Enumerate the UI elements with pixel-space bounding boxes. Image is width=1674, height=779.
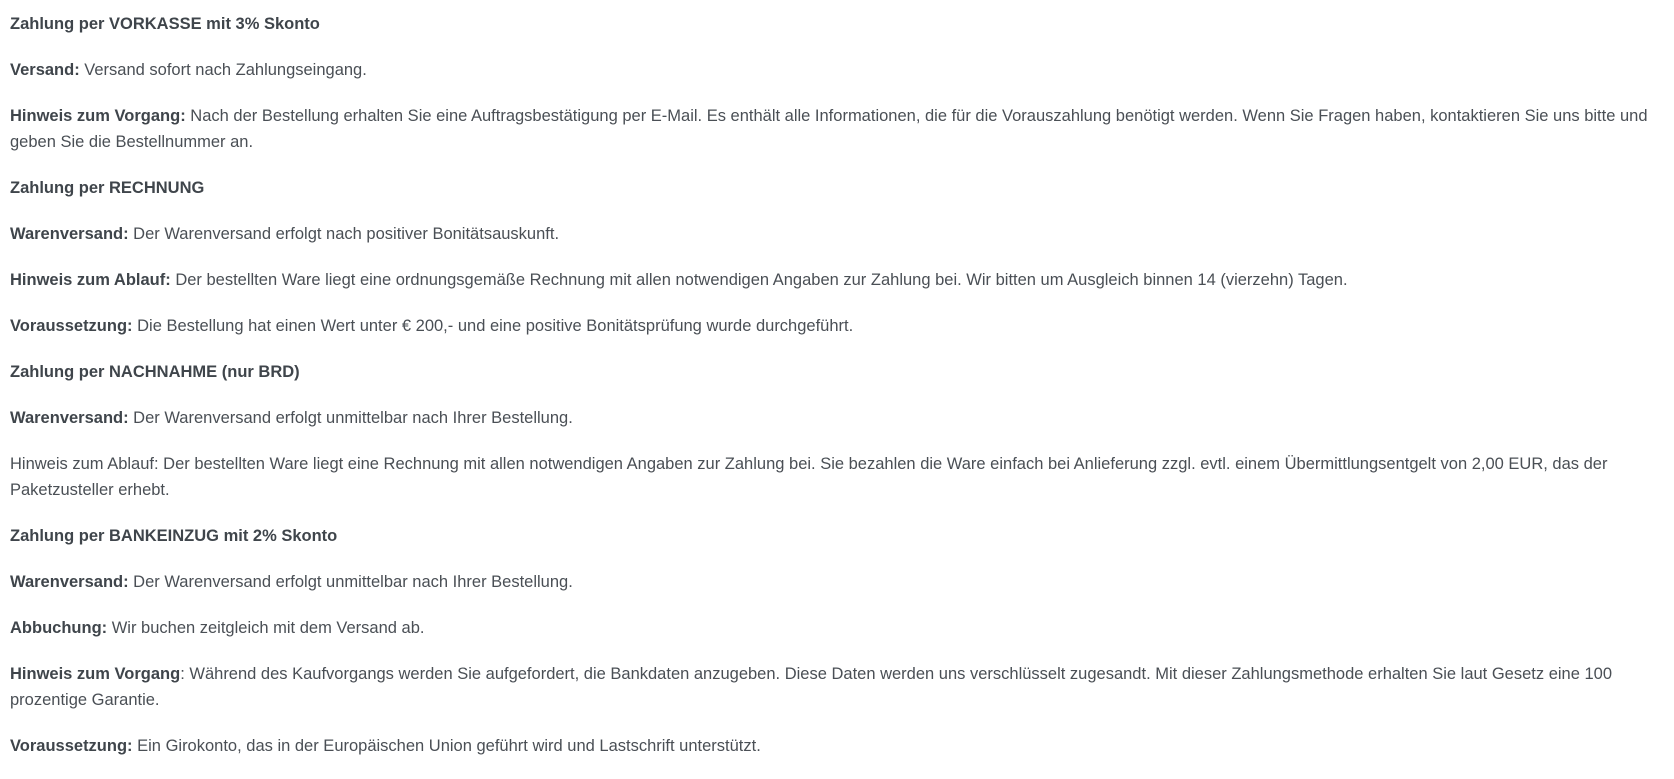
nachnahme-hinweis: Hinweis zum Ablauf: Der bestellten Ware liegt eine Rechnung mit allen notwendigen Angaben zur Zahlung bei. Sie bezahlen die Ware einfach bei Anlieferung zzgl. evtl. einem Übermittlungsentgelt von 2,00 EUR, das der Paketzusteller erhebt. [10, 455, 1608, 499]
bankeinzug-abbuchung-text: Wir buchen zeitgleich mit dem Versand ab. [107, 619, 425, 637]
bankeinzug-abbuchung-label: Abbuchung: [10, 619, 108, 637]
rechnung-hinweis-text: Der bestellten Ware liegt eine ordnungsgemäße Rechnung mit allen notwendigen Angaben zur Zahlung bei. Wir bitten um Ausgleich binnen 14 (vierzehn) Tagen. [170, 271, 1348, 289]
rechnung-warenversand-label: Warenversand: [10, 225, 129, 243]
rechnung-warenversand [10, 221, 1665, 247]
rechnung-voraussetzung [10, 313, 1665, 339]
vorkasse-versand-text: Versand sofort nach Zahlungseingang. [79, 61, 367, 79]
bankeinzug-hinweis-text: : Während des Kaufvorgangs werden Sie aufgefordert, die Bankdaten anzugeben. Diese Daten werden uns verschlüsselt zugesandt. Mit dieser Zahlungsmethode erhalten Sie laut Gesetz eine 100 prozentige Garantie. [10, 665, 1613, 709]
bankeinzug-warenversand-label: Warenversand: [10, 573, 129, 591]
rechnung-warenversand-text: Der Warenversand erfolgt nach positiver Bonitätsauskunft. [128, 225, 560, 243]
rechnung-voraussetzung-label: Voraussetzung: [10, 317, 133, 335]
nachnahme-warenversand-label: Warenversand: [10, 409, 129, 427]
vorkasse-hinweis-label: Hinweis zum Vorgang: [10, 107, 186, 125]
bankeinzug-hinweis-label: Hinweis zum Vorgang [10, 665, 181, 683]
vorkasse-versand [10, 57, 1665, 83]
vorkasse-hinweis [10, 103, 1665, 155]
bankeinzug-voraussetzung-text: Ein Girokonto, das in der Europäischen Union geführt wird und Lastschrift unterstützt. [132, 737, 761, 755]
rechnung-voraussetzung-text: Die Bestellung hat einen Wert unter € 200,- und eine positive Bonitätsprüfung wurde durchgeführt. [132, 317, 854, 335]
rechnung-hinweis [10, 267, 1665, 293]
nachnahme-warenversand-text: Der Warenversand erfolgt unmittelbar nach Ihrer Bestellung. [128, 409, 573, 427]
section-title-bankeinzug: Zahlung per BANKEINZUG mit 2% Skonto [10, 527, 338, 545]
bankeinzug-hinweis [10, 661, 1665, 713]
bankeinzug-voraussetzung-label: Voraussetzung: [10, 737, 133, 755]
nachnahme-warenversand [10, 405, 1665, 431]
section-title-vorkasse: Zahlung per VORKASSE mit 3% Skonto [10, 15, 320, 33]
vorkasse-hinweis-text: Nach der Bestellung erhalten Sie eine Auftragsbestätigung per E-Mail. Es enthält alle Informationen, die für die Vorauszahlung benötigt werden. Wenn Sie Fragen haben, kontaktieren Sie uns bitte und geben Sie die Bestellnummer an. [10, 107, 1648, 151]
bankeinzug-warenversand-text: Der Warenversand erfolgt unmittelbar nach Ihrer Bestellung. [128, 573, 573, 591]
bankeinzug-abbuchung [10, 615, 1665, 641]
section-title-nachnahme: Zahlung per NACHNAHME (nur BRD) [10, 363, 300, 381]
vorkasse-versand-label: Versand: [10, 61, 80, 79]
bankeinzug-warenversand [10, 569, 1665, 595]
payment-info-content [10, 11, 1665, 779]
section-title-rechnung: Zahlung per RECHNUNG [10, 179, 205, 197]
rechnung-hinweis-label: Hinweis zum Ablauf: [10, 271, 171, 289]
bankeinzug-voraussetzung [10, 733, 1665, 759]
